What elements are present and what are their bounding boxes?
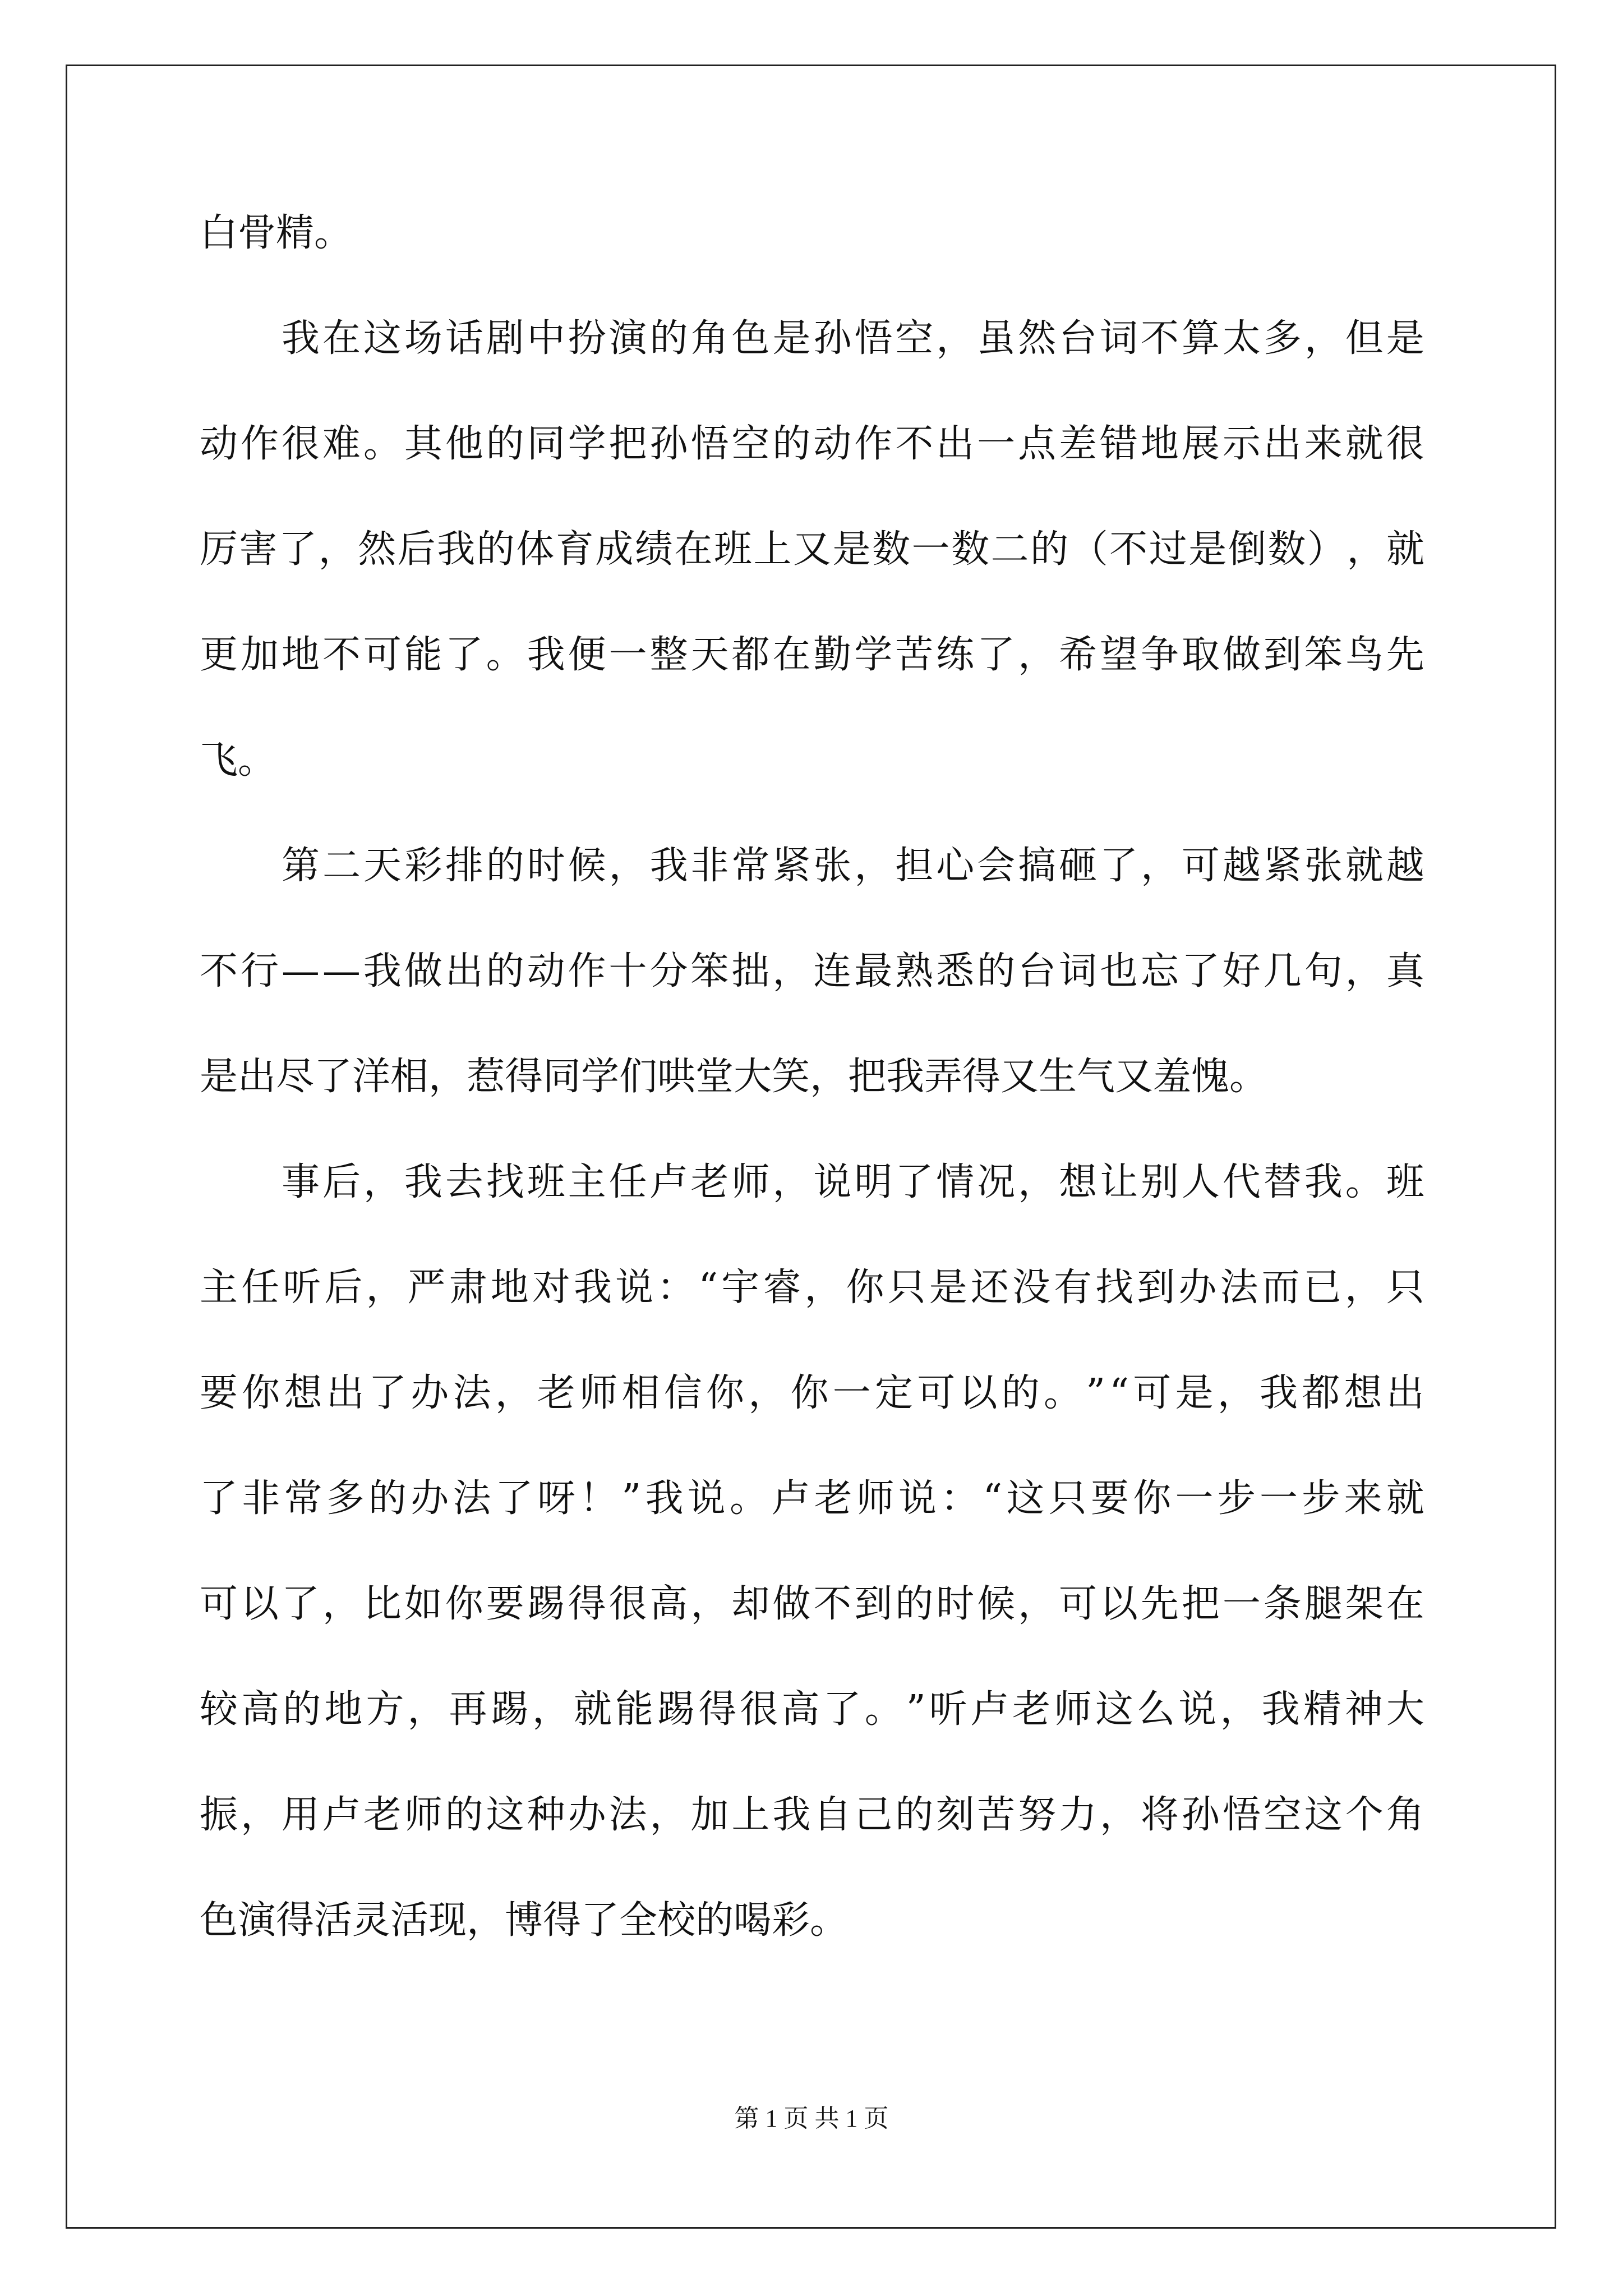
page-number-footer: 第 1 页 共 1 页 [734, 2105, 889, 2132]
text-line: 要 你 想 出 了 办 法 ， 老 师 相 信 你 ， 你 一 定 可 以 的 。 ” “ 可 是 ， 我 都 想 出 [200, 1371, 1424, 1415]
text-line: 是出尽了洋相，惹得同学们哄堂大笑，把我弄得又生气又羞愧。 [200, 1055, 1268, 1099]
text-line: 主 任 听 后 ， 严 肃 地 对 我 说 ： “ 宇 睿 ， 你 只 是 还 没 有 找 到 办 法 而 已 ， 只 [200, 1266, 1424, 1310]
text-line: 动 作 很 难 。 其 他 的 同 学 把 孙 悟 空 的 动 作 不 出 一 点 差 错 地 展 示 出 来 就 很 [200, 422, 1424, 466]
text-line: 色演得活灵活现，博得了全校的喝彩。 [200, 1898, 849, 1943]
text-line: 厉 害 了 ， 然 后 我 的 体 育 成 绩 在 班 上 又 是 数 一 数 二 的 （ 不 过 是 倒 数 ） ， 就 [200, 527, 1424, 572]
text-line: 飞。 [200, 738, 276, 783]
text-line: 白骨精。 [200, 211, 353, 255]
text-line: 了 非 常 多 的 办 法 了 呀 ！ ” 我 说 。 卢 老 师 说 ： “ 这 只 要 你 一 步 一 步 来 就 [200, 1476, 1424, 1521]
text-line: 振 ， 用 卢 老 师 的 这 种 办 法 ， 加 上 我 自 己 的 刻 苦 努 力 ， 将 孙 悟 空 这 个 角 [200, 1793, 1424, 1837]
text-line: 较 高 的 地 方 ， 再 踢 ， 就 能 踢 得 很 高 了 。 ” 听 卢 老 师 这 么 说 ， 我 精 神 大 [200, 1687, 1424, 1732]
text-line: 可 以 了 ， 比 如 你 要 踢 得 很 高 ， 却 做 不 到 的 时 候 ， 可 以 先 把 一 条 腿 架 在 [200, 1582, 1424, 1626]
text-line: 第 二 天 彩 排 的 时 候 ， 我 非 常 紧 张 ， 担 心 会 搞 砸 了 ， 可 越 紧 张 就 越 [282, 844, 1424, 888]
text-line: 更 加 地 不 可 能 了 。 我 便 一 整 天 都 在 勤 学 苦 练 了 ， 希 望 争 取 做 到 笨 鸟 先 [200, 633, 1424, 677]
text-line: 我 在 这 场 话 剧 中 扮 演 的 角 色 是 孙 悟 空 ， 虽 然 台 词 不 算 太 多 ， 但 是 [282, 316, 1424, 361]
text-line: 不 行 — — 我 做 出 的 动 作 十 分 笨 拙 ， 连 最 熟 悉 的 台 词 也 忘 了 好 几 句 ， 真 [200, 949, 1424, 993]
text-line: 事 后 ， 我 去 找 班 主 任 卢 老 师 ， 说 明 了 情 况 ， 想 让 别 人 代 替 我 。 班 [282, 1160, 1424, 1204]
document-body [200, 211, 1424, 2007]
